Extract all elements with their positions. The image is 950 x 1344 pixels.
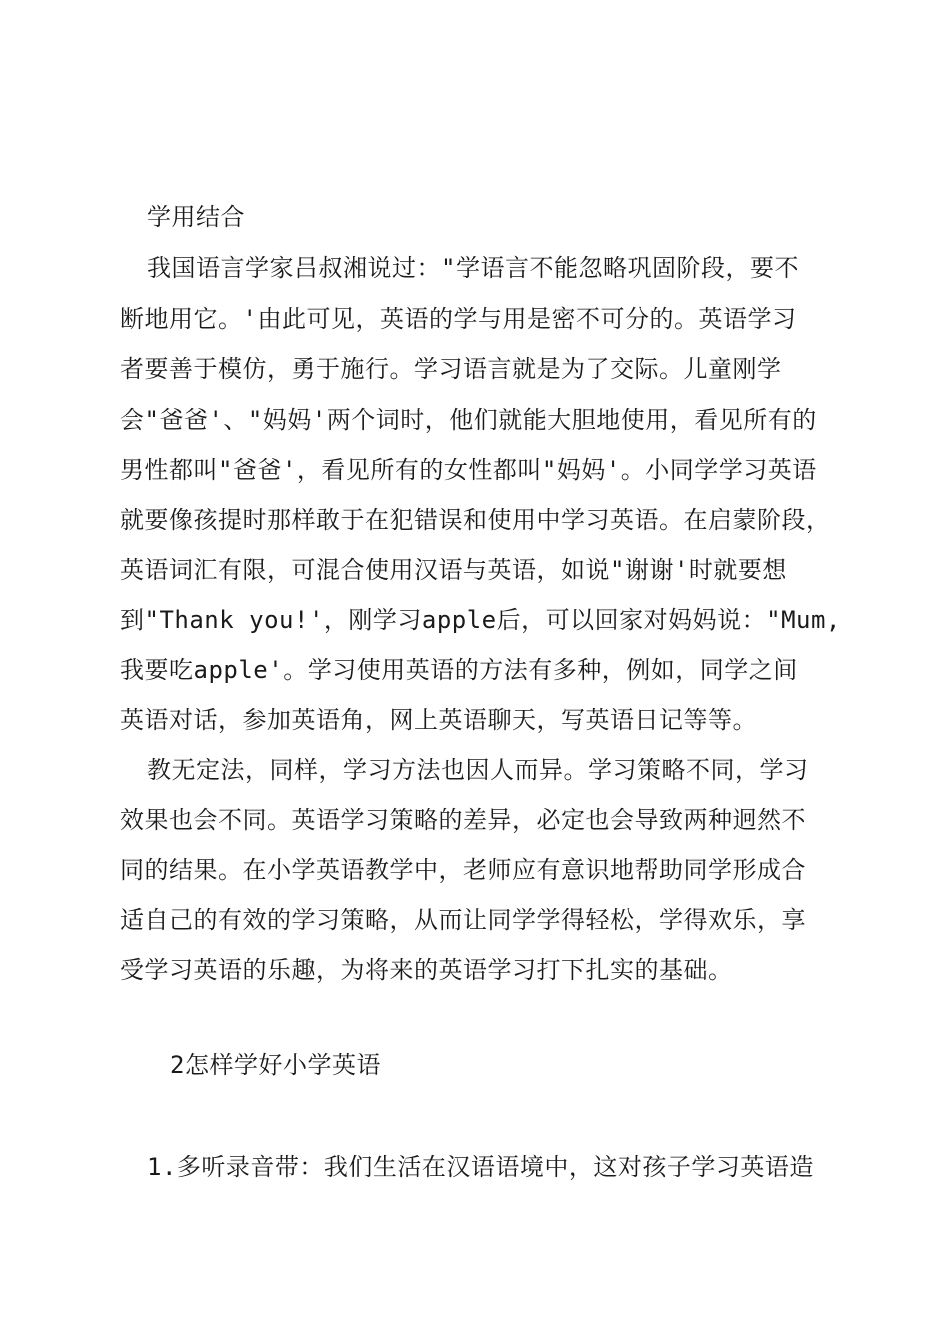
paragraph-line: 英语词汇有限，可混合使用汉语与英语，如说"谢谢'时就要想 bbox=[120, 556, 787, 584]
paragraph-line: 我国语言学家吕叔湘说过："学语言不能忽略巩固阶段，要不 bbox=[147, 254, 799, 282]
paragraph-line: 男性都叫"爸爸'，看见所有的女性都叫"妈妈'。小同学学习英语 bbox=[120, 456, 817, 484]
paragraph-line: 会"爸爸'、"妈妈'两个词时，他们就能大胆地使用，看见所有的 bbox=[120, 406, 817, 434]
paragraph-line: 教无定法，同样，学习方法也因人而异。学习策略不同，学习 bbox=[147, 756, 809, 784]
paragraph-line: 就要像孩提时那样敢于在犯错误和使用中学习英语。在启蒙阶段， bbox=[120, 506, 831, 534]
section-heading: 2怎样学好小学英语 bbox=[170, 1051, 381, 1079]
paragraph-line: 到"Thank you!'，刚学习apple后，可以回家对妈妈说："Mum, bbox=[120, 606, 841, 634]
paragraph-line: 我要吃apple'。学习使用英语的方法有多种，例如，同学之间 bbox=[120, 656, 798, 684]
paragraph-line: 英语对话，参加英语角，网上英语聊天，写英语日记等等。 bbox=[120, 706, 757, 734]
section-title: 学用结合 bbox=[147, 203, 245, 231]
paragraph-line: 同的结果。在小学英语教学中，老师应有意识地帮助同学形成合 bbox=[120, 856, 806, 884]
paragraph-line: 效果也会不同。英语学习策略的差异，必定也会导致两种迥然不 bbox=[120, 806, 806, 834]
paragraph-line: 适自己的有效的学习策略，从而让同学学得轻松，学得欢乐，享 bbox=[120, 906, 806, 934]
list-item: 1.多听录音带：我们生活在汉语语境中，这对孩子学习英语造 bbox=[147, 1153, 814, 1181]
paragraph-line: 者要善于模仿，勇于施行。学习语言就是为了交际。儿童刚学 bbox=[120, 355, 782, 383]
paragraph-line: 断地用它。'由此可见，英语的学与用是密不可分的。英语学习 bbox=[120, 305, 797, 333]
paragraph-line: 受学习英语的乐趣，为将来的英语学习打下扎实的基础。 bbox=[120, 956, 733, 984]
